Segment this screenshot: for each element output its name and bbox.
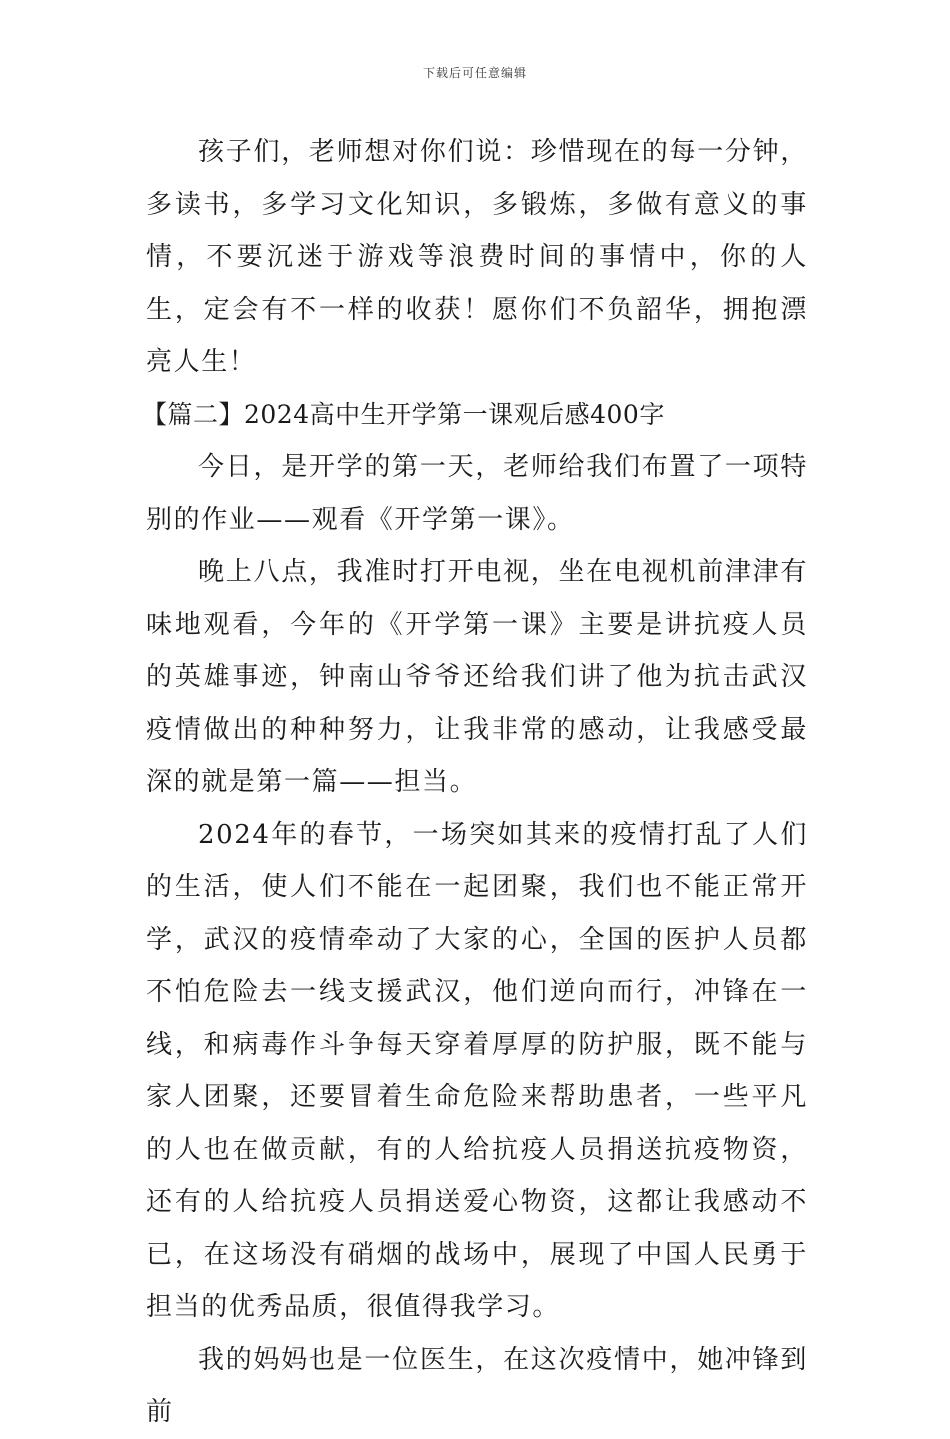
- paragraph-closing-advice: 孩子们，老师想对你们说：珍惜现在的每一分钟，多读书，多学习文化知识，多锻炼，多做有意义的事情，不要沉迷于游戏等浪费时间的事情中，你的人生，定会有不一样的收获！愿你们不负韶华，拥抱漂亮人生！: [146, 137, 808, 377]
- page-header: 下载后可任意编辑: [422, 66, 527, 80]
- document-body: [142, 126, 808, 1439]
- paragraph-assignment: 今日，是开学的第一天，老师给我们布置了一项特别的作业——观看《开学第一课》。: [146, 452, 808, 535]
- paragraph-watching: 晚上八点，我准时打开电视，坐在电视机前津津有味地观看，今年的《开学第一课》主要是讲抗疫人员的英雄事迹，钟南山爷爷还给我们讲了他为抗击武汉疫情做出的种种努力，让我非常的感动，让我感受最深的就是第一篇——担当。: [146, 557, 808, 797]
- section-heading: 【篇二】2024高中生开学第一课观后感400字: [142, 399, 665, 429]
- paragraph-epidemic: 2024年的春节，一场突如其来的疫情打乱了人们的生活，使人们不能在一起团聚，我们也不能正常开学，武汉的疫情牵动了大家的心，全国的医护人员都不怕危险去一线支援武汉，他们逆向而行，冲锋在一线，和病毒作斗争每天穿着厚厚的防护服，既不能与家人团聚，还要冒着生命危险来帮助患者，一些平凡的人也在做贡献，有的人给抗疫人员捐送抗疫物资，还有的人给抗疫人员捐送爱心物资，这都让我感动不已，在这场没有硝烟的战场中，展现了中国人民勇于担当的优秀品质，很值得我学习。: [146, 819, 808, 1322]
- paragraph-mother: 我的妈妈也是一位医生，在这次疫情中，她冲锋到前: [146, 1344, 808, 1427]
